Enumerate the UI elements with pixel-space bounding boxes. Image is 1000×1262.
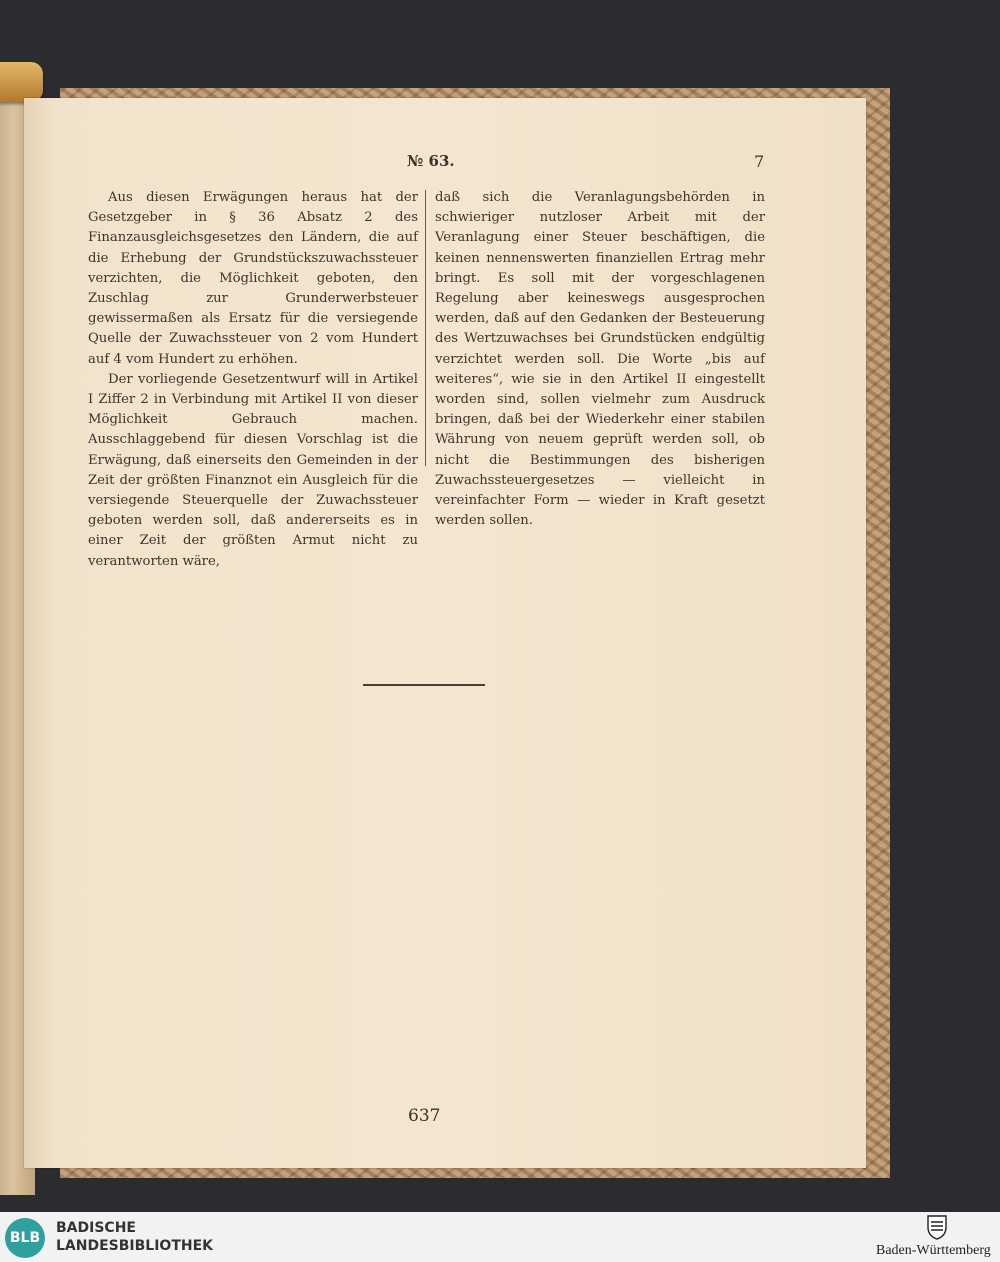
folio-number: 637 (408, 1106, 441, 1126)
paragraph: daß sich die Veranlagungsbehörden in schwieriger nutzloser Arbeit mit der Veranlagung einer Steuer beschäftigen, die keinen nennenswerten finanziellen Ertrag mehr bringt. Es soll mit der vorgeschlagenen Regelung aber keineswegs ausgesprochen werden, daß auf den Gedanken der Besteuerung des Wertzuwachses bei Grundstücken endgültig verzichtet werden soll. Die Worte „bis auf weiteres“, wie sie in den Artikel II eingestellt worden sind, sollen vielmehr zum Ausdruck bringen, daß bei der Wiederkehr einer stabilen Währung von neuem geprüft werden soll, ob nicht die Bestimmungen des bisherigen Zuwachssteuergesetzes — vielleicht in vereinfachter Form — wieder in Kraft gesetzt werden sollen. (435, 190, 765, 529)
right-column (435, 188, 765, 531)
coat-of-arms-icon (926, 1214, 948, 1240)
library-name-line1: BADISCHE (56, 1220, 136, 1236)
library-name[interactable] (56, 1219, 213, 1255)
left-column (88, 188, 418, 572)
document-number: № 63. (407, 152, 455, 170)
library-name-line2: LANDESBIBLIOTHEK (56, 1238, 214, 1254)
column-divider (425, 190, 426, 466)
page-number: 7 (754, 152, 765, 171)
section-separator (363, 684, 485, 686)
paragraph: Der vorliegende Gesetzentwurf will in Artikel I Ziffer 2 in Verbindung mit Artikel II von dieser Möglichkeit Gebrauch machen. Ausschlaggebend für diesen Vorschlag ist die Erwägung, daß einerseits den Gemeinden in der Zeit der größten Finanznot ein Ausgleich für die versiegende Steuerquelle der Zuwachssteuer geboten werden soll, daß andererseits es in einer Zeit der größten Armut nicht zu verantworten wäre, (88, 371, 418, 569)
page-clip (0, 62, 43, 102)
blb-logo[interactable]: BLB (5, 1218, 45, 1258)
footer-bar (0, 1212, 1000, 1262)
state-label: Baden-Württemberg (876, 1243, 991, 1258)
paragraph: Aus diesen Erwägungen heraus hat der Gesetzgeber in § 36 Absatz 2 des Finanzausgleichsgesetzes den Ländern, die auf die Erhebung der Grundstückszuwachssteuer verzichten, die Möglichkeit geboten, den Zuschlag zur Grunderwerbsteuer gewissermaßen als Ersatz für die versiegende Quelle der Zuwachssteuer von 2 vom Hundert auf 4 vom Hundert zu erhöhen. (88, 190, 418, 367)
